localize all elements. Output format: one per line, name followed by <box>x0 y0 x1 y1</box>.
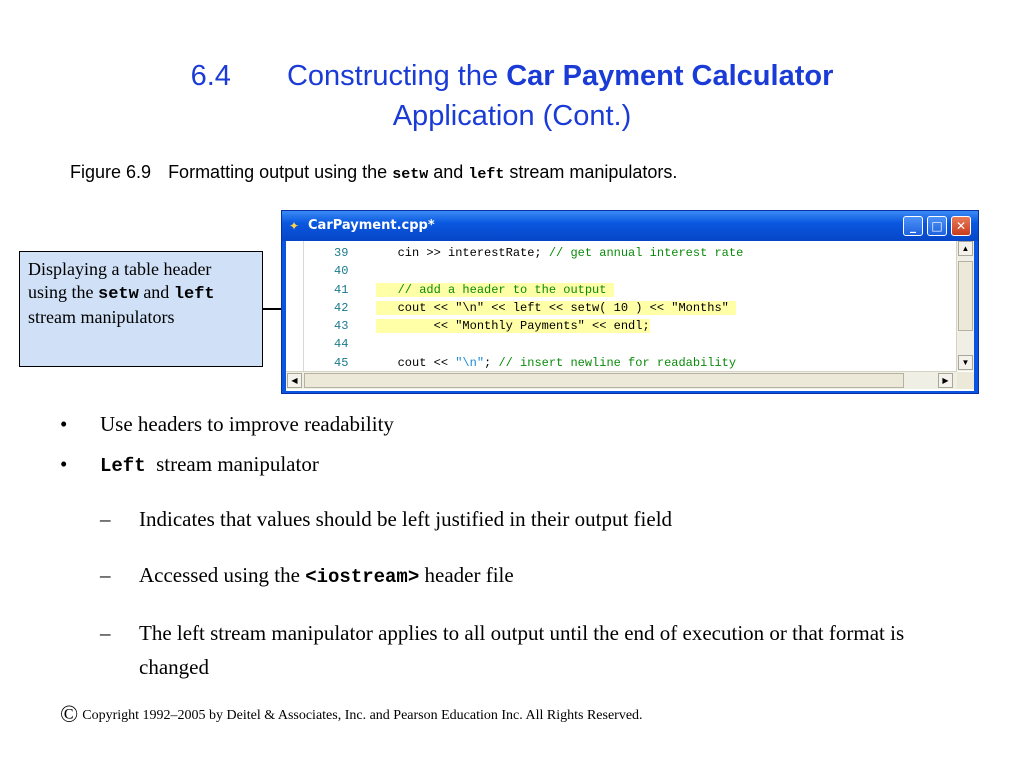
maximize-button[interactable] <box>927 216 947 236</box>
bullet-list <box>60 410 960 684</box>
window-title: CarPayment.cpp* <box>308 218 435 233</box>
caption-code-setw: setw <box>392 166 429 183</box>
code-text: << "Monthly Payments" << endl; <box>397 319 650 334</box>
code-text: cout << "\n" << left << setw( 10 ) << "Months" <box>397 300 729 315</box>
callout-code-setw: setw <box>98 285 139 304</box>
callout-box <box>19 251 263 367</box>
sub-bullet-item <box>60 502 960 536</box>
callout-text-1: Displaying a table header using the <box>28 259 212 302</box>
sub-bullet-text: header file <box>424 563 514 587</box>
arrow-down-icon: ▼ <box>961 358 970 367</box>
arrow-right-icon: ▶ <box>942 376 949 385</box>
cpp-file-icon: ✦ <box>289 219 300 233</box>
arrow-up-icon: ▲ <box>961 244 970 253</box>
title-bold: Car Payment Calculator <box>506 60 834 92</box>
line-number: 43 <box>334 319 349 334</box>
code-text: cout << <box>397 355 456 370</box>
horizontal-scroll-thumb[interactable] <box>304 373 904 388</box>
close-button[interactable] <box>951 216 971 236</box>
minimize-button[interactable] <box>903 216 923 236</box>
sub-bullet-dash: – <box>100 507 111 531</box>
caption-code-left: left <box>468 166 505 183</box>
code-line[interactable] <box>306 317 958 335</box>
copyright-symbol: © <box>60 702 79 728</box>
minimize-icon: _ <box>910 219 916 233</box>
bullet-item <box>60 450 960 480</box>
line-number: 40 <box>334 264 349 279</box>
callout-text-2: and <box>143 282 170 302</box>
slide-title-line1 <box>0 56 1024 96</box>
sub-bullet-item <box>60 616 960 684</box>
copyright-text: Copyright 1992–2005 by Deitel & Associates, Inc. and Pearson Education Inc. All Rights Reserved. <box>82 708 643 723</box>
code-line[interactable] <box>306 281 958 299</box>
code-lines[interactable] <box>306 244 958 372</box>
line-number: 39 <box>334 246 349 260</box>
line-number: 44 <box>334 337 349 352</box>
line-number: 45 <box>334 355 349 370</box>
bullet-text: Use headers to improve readability <box>100 412 394 436</box>
sub-bullet-code: <iostream> <box>305 566 420 588</box>
section-number: 6.4 <box>190 60 231 92</box>
resize-grip[interactable] <box>957 372 974 389</box>
copyright-footer <box>60 702 643 729</box>
code-line[interactable] <box>306 335 958 353</box>
arrow-left-icon: ◀ <box>291 376 298 385</box>
code-line[interactable] <box>306 354 958 372</box>
scroll-down-button[interactable] <box>958 355 973 370</box>
code-comment: // get annual interest rate <box>548 246 744 260</box>
sub-bullet-dash: – <box>100 563 111 587</box>
bullet-code: Left <box>100 455 146 477</box>
vertical-scrollbar[interactable] <box>956 241 974 371</box>
vertical-scroll-thumb[interactable] <box>958 261 973 331</box>
sub-bullet-text: Indicates that values should be left justified in their output field <box>139 507 673 531</box>
line-number: 42 <box>334 300 349 315</box>
code-line[interactable] <box>306 244 958 262</box>
window-titlebar[interactable] <box>282 211 978 241</box>
callout-code-left: left <box>173 285 215 304</box>
editor-window <box>281 210 979 394</box>
slide-title <box>0 56 1024 136</box>
code-text: ; <box>484 355 499 370</box>
editor-gutter <box>286 241 304 371</box>
code-editor[interactable] <box>286 241 974 391</box>
title-prefix: Constructing the <box>286 60 499 92</box>
code-line[interactable] <box>306 299 958 317</box>
line-number: 41 <box>334 282 349 297</box>
sub-bullet-text: Accessed using the <box>139 563 300 587</box>
sub-bullet-dash: – <box>100 621 111 645</box>
scroll-up-button[interactable] <box>958 241 973 256</box>
code-comment: // add a header to the output <box>397 282 607 297</box>
caption-text-1: Formatting output using the <box>168 162 388 182</box>
code-line[interactable] <box>306 262 958 280</box>
scroll-right-button[interactable] <box>938 373 953 388</box>
horizontal-scrollbar[interactable] <box>286 371 957 389</box>
slide-title-line2: Application (Cont.) <box>392 100 632 132</box>
sub-bullet-item <box>60 558 960 594</box>
bullet-dot: • <box>60 452 68 476</box>
figure-caption <box>70 162 677 183</box>
bullet-item <box>60 410 960 438</box>
code-string: "\n" <box>455 355 485 370</box>
code-text: cin >> interestRate; <box>397 246 549 260</box>
figure-number: Figure 6.9 <box>70 162 152 182</box>
bullet-text: stream manipulator <box>156 452 319 476</box>
caption-text-3: stream manipulators. <box>509 162 678 182</box>
bullet-dot: • <box>60 412 68 436</box>
maximize-icon: □ <box>931 219 943 233</box>
sub-bullet-text: The left stream manipulator applies to all output until the end of execution or that format is changed <box>139 621 905 679</box>
scroll-left-button[interactable] <box>287 373 302 388</box>
code-comment: // insert newline for readability <box>498 355 737 370</box>
callout-text-3: stream manipulators <box>28 307 175 327</box>
close-icon: ✕ <box>955 219 967 233</box>
caption-text-2: and <box>433 162 464 182</box>
